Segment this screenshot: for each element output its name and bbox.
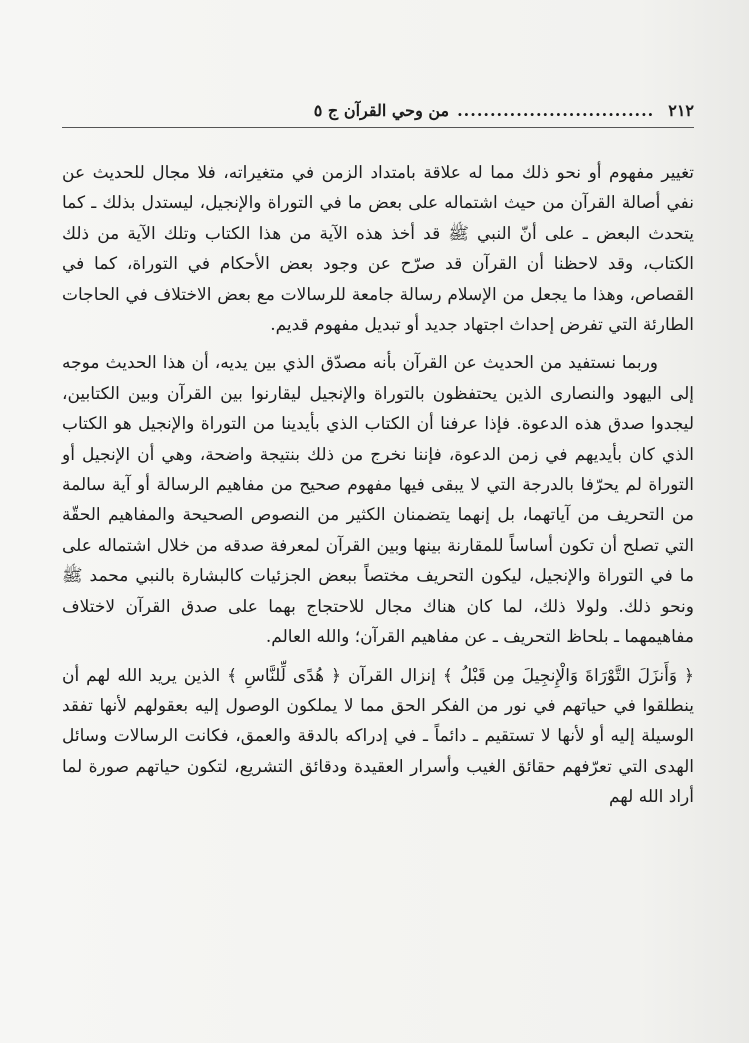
paragraph-2: وربما نستفيد من الحديث عن القرآن بأنه مصدّق الذي بين يديه، أن هذا الحديث موجه إلى اليهود والنصارى الذين يحتفظون بالتوراة والإنجيل ليقارنوا بين القرآن وبين الكتابين، ليجدوا صدق هذه الدعوة. فإذا عرفنا أن الكتاب الذي بأيدينا من التوراة والإنجيل هو الكتاب الذي كان بأيديهم في زمن الدعوة، فإننا نخرج من ذلك بنتيجة واضحة، وهي أن الإنجيل أو التوراة لم يحرّفا بالدرجة التي لا يبقى فيها مفهوم صحيح من مفاهيم الرسالة أو آية سالمة من التحريف من آياتهما، بل إنهما يتضمنان الكثير من النصوص الصحيحة والمفاهيم الحقّة التي تصلح أن تكون أساساً للمقارنة بينها وبين القرآن لمعرفة صدقه من خلال اشتماله على ما في التوراة والإنجيل، ليكون التحريف مختصاً ببعض الجزئيات كالبشارة بالنبي محمد ﷺ ونحو ذلك. ولولا ذلك، لما كان هناك مجال للاحتجاج بهما على صدق القرآن لاختلاف مفاهيمهما ـ بلحاظ التحريف ـ عن مفاهيم القرآن؛ والله العالم. [62,353,694,648]
paragraph-3: ﴿ وَأَنزَلَ التَّوْرَاةَ وَالْإِنجِيلَ مِن قَبْلُ ﴾ إنزال القرآن ﴿ هُدًى لِّلنَّاسِ ﴾ الذين يريد الله لهم أن ينطلقوا في حياتهم في نور من الفكر الحق مما لا يملكون الوصول إليه بعقولهم لأنها تفقد الوسيلة إليه أو لأنها لا تستقيم ـ دائماً ـ في إدراكه بالدقة والعمق، فكانت الرسالات وسائل الهدى التي تعرّفهم حقائق الغيب وأسرار العقيدة ودقائق التشريع، لتكون حياتهم صورة لما أراد الله لهم [62,665,694,808]
running-title: من وحي القرآن ج ٥ [313,100,450,120]
body-text [62,158,694,813]
header-dot-leader: .............................. [457,100,655,120]
running-header [62,93,694,128]
page-number: ٢١٢ [668,100,694,120]
paragraph-1: تغيير مفهوم أو نحو ذلك مما له علاقة بامتداد الزمن في متغيراته، فلا مجال للحديث عن نفي أصالة القرآن من حيث اشتماله على بعض ما في التوراة والإنجيل، ليستدل بذلك ـ كما يتحدث البعض ـ على أنّ النبي ﷺ قد أخذ هذه الآية من هذا الكتاب وتلك الآية من ذلك الكتاب، وقد لاحظنا أن القرآن قد صرّح عن وجود بعض الأحكام في التوراة، كما في القصاص، وهذا ما يجعل من الإسلام رسالة جامعة للرسالات مع بعض الاختلاف في الحاجات الطارئة التي تفرض إحداث اجتهاد جديد أو تبديل مفهوم قديم. [62,163,694,336]
